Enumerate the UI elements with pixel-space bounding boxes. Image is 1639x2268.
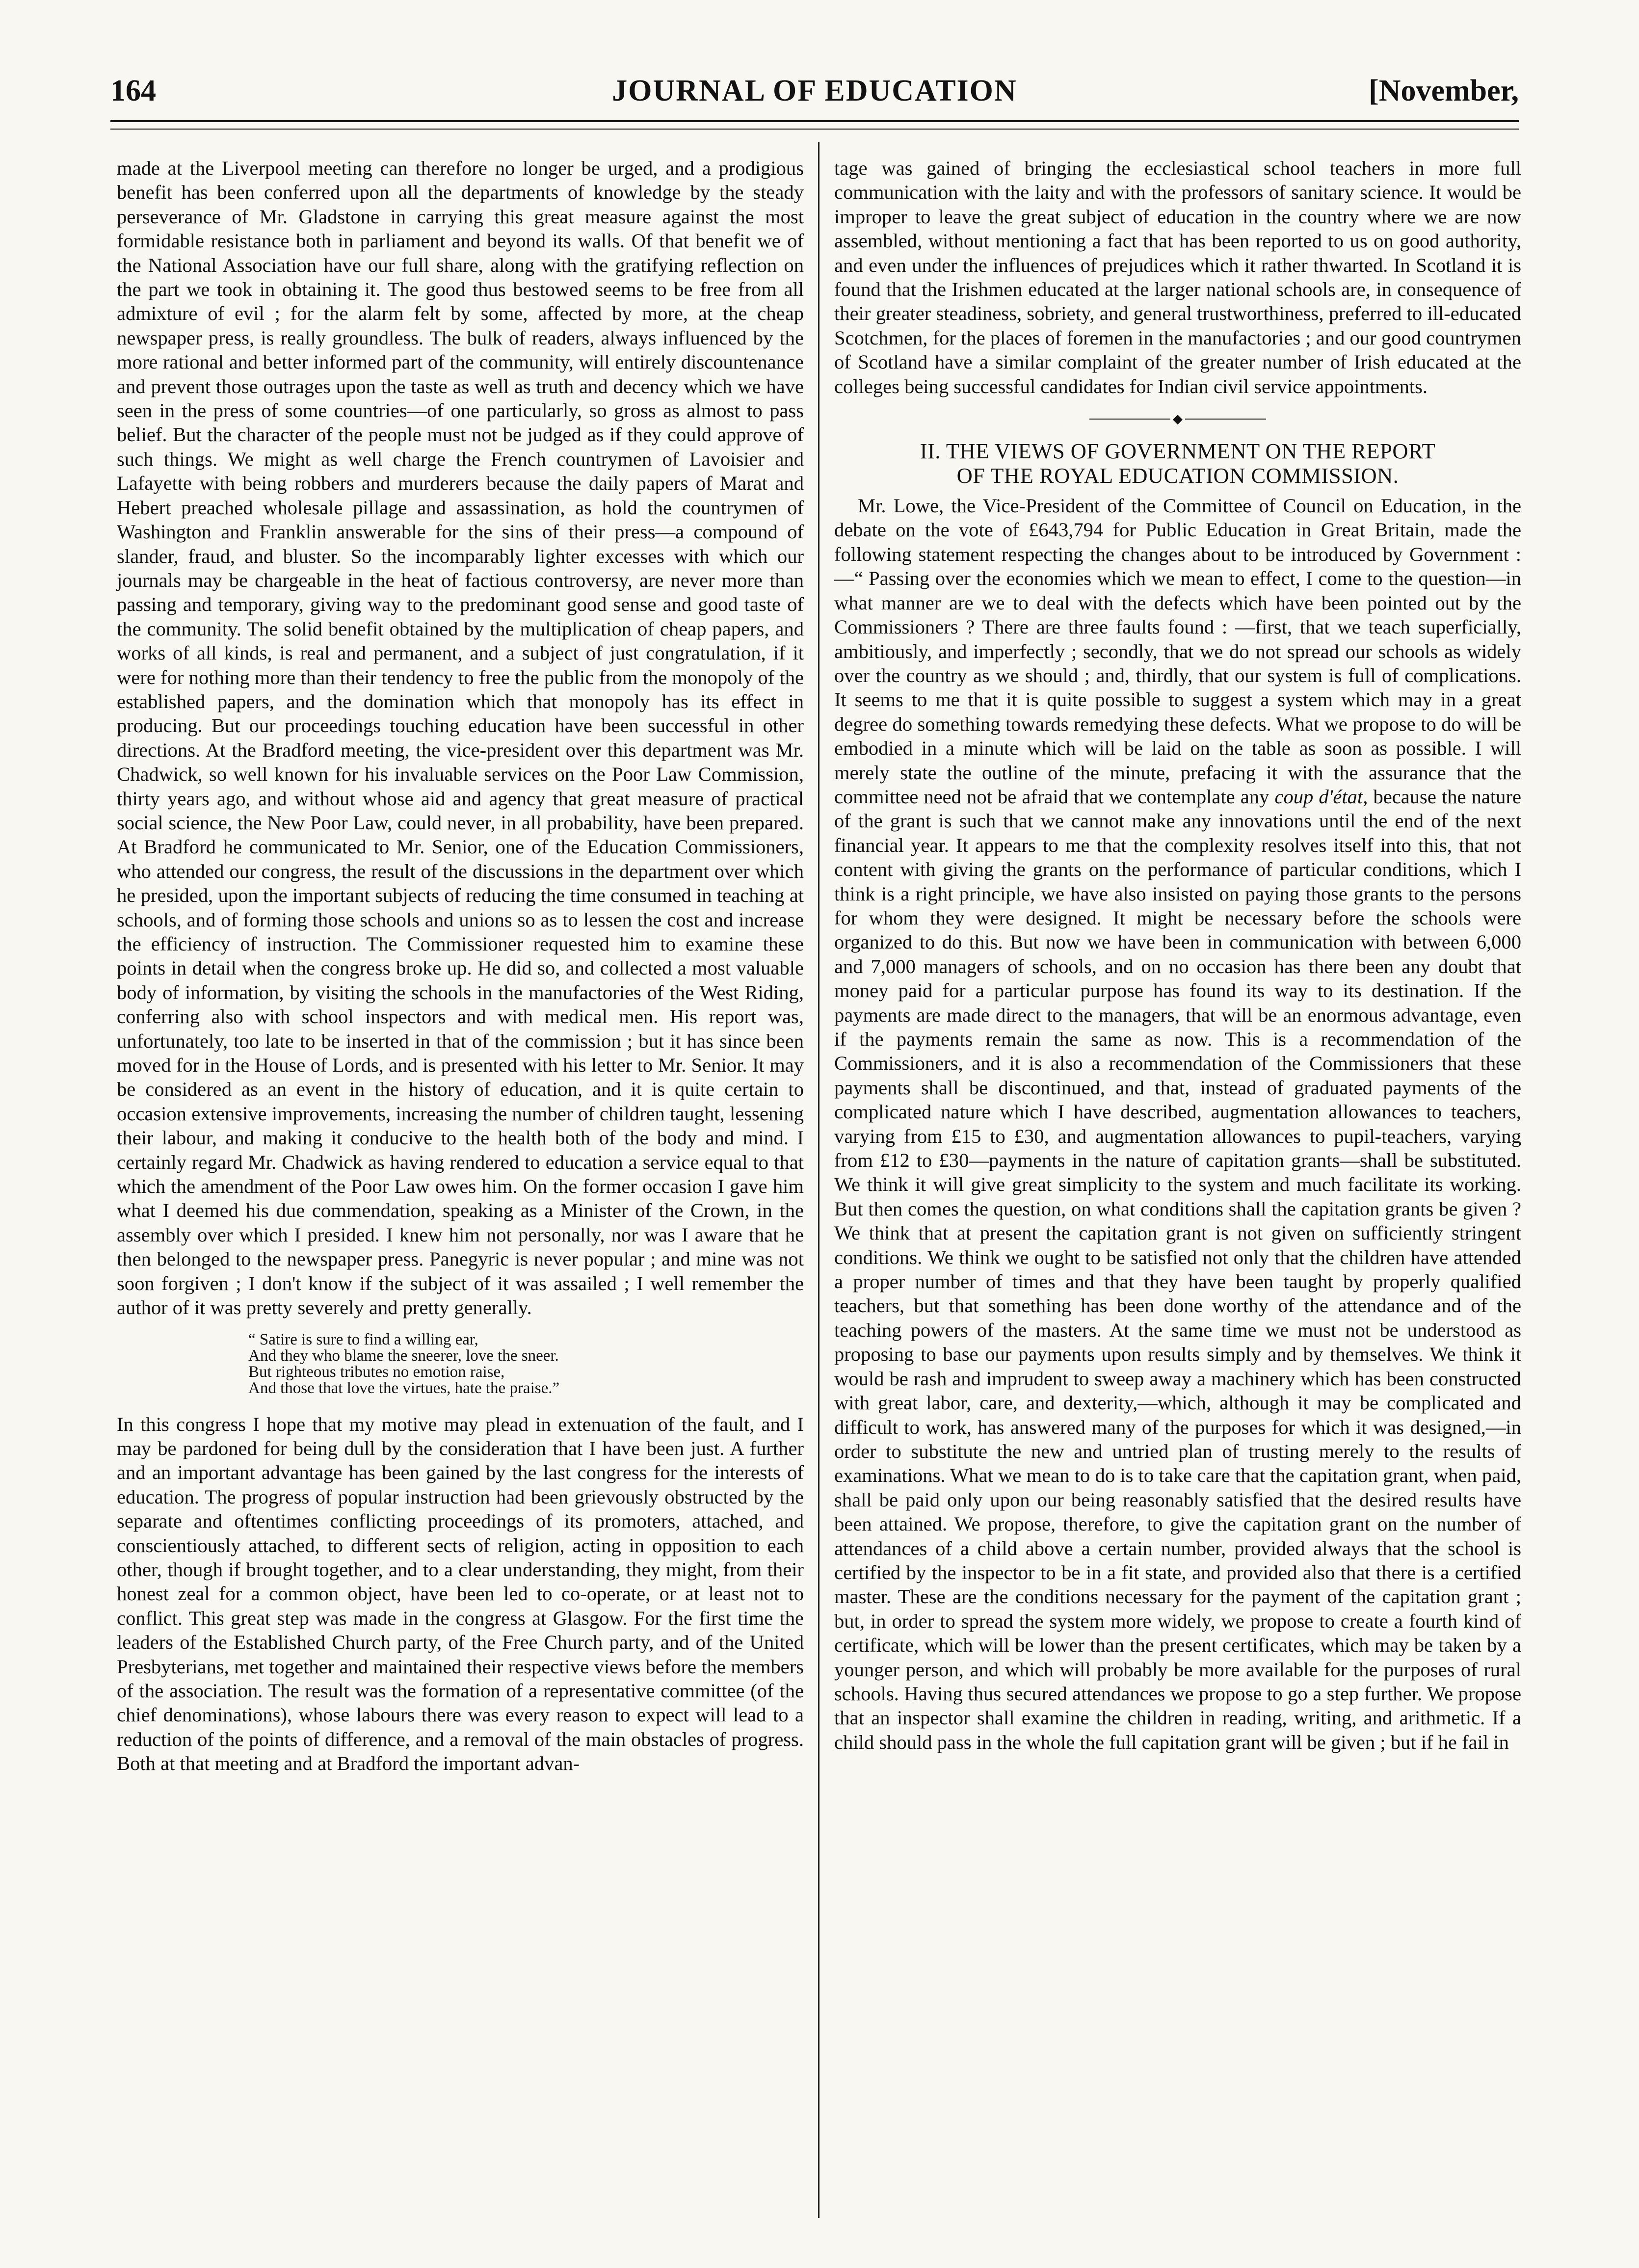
page-number: 164 bbox=[110, 74, 156, 107]
quoted-verse bbox=[248, 1332, 804, 1397]
page-header bbox=[110, 74, 1519, 118]
verse-line: “ Satire is sure to find a willing ear, bbox=[248, 1330, 478, 1348]
right-column bbox=[834, 156, 1521, 1754]
running-title: JOURNAL OF EDUCATION bbox=[612, 74, 1017, 107]
verse-line: But righteous tributes no emotion raise, bbox=[248, 1363, 505, 1381]
section-heading-line-1: II. THE VIEWS OF GOVERNMENT ON THE REPORT bbox=[920, 439, 1436, 464]
section-heading bbox=[834, 439, 1521, 488]
lowe-statement-part-2: , because the nature of the grant is such that we cannot make any innovations until the end of the next financial year. It appears to me that the complexity resolves itself into this, that not content with giving the grants on the performance of particular conditions, which I think is a right principle, we have also insisted on paying those grants to the persons for whom they were designed. It might be necessary before the schools were organized to do this. But now we have been in communication with between 6,000 and 7,000 managers of schools, and on no occasion has there been any doubt that money paid for a particular purpose has found its way to its destination. If the payments are made direct to the managers, that will be an enormous advantage, even if the payments remain the same as now. This is a recommendation of the Commissioners, and it is also a recommendation of the Commissioners that these payments shall be discontinued, and that, instead of graduated payments of the complicated nature which I have described, augmentation allowances to teachers, varying from £15 to £30, and augmentation allowances to pupil-teachers, varying from £12 to £30—payments in the nature of capitation grants—shall be substituted. We think it will give great simplicity to the system and much facilitate its working. But then comes the question, on what conditions shall the capitation grants be given ? We think that at present the capitation grant is not given on sufficiently stringent conditions. We think we ought to be satisfied not only that the children have attended a proper number of times and that they have been taught by properly qualified teachers, but that something has been done worthy of the attendance and of the teaching powers of the masters. At the same time we must not be understood as proposing to base our payments upon results simply and by themselves. We think it would be rash and imprudent to sweep away a machinery which has been constructed with great labor, care, and dexterity,—which, although it may be complicated and difficult to work, has answered many of the purposes for which it was designed,—in order to substitute the new and untried plan of trusting merely to the results of examinations. What we mean to do is to take care that the capitation grant, when paid, shall be paid only upon our being reasonably satisfied that the desired results have been attained. We propose, therefore, to give the capitation grant on the number of attendances of a child above a certain number, provided always that the school is certified by the inspector to be in a fit state, and provided also that there is a certified master. These are the conditions necessary for the payment of the capitation grant ; but, in order to spread the system more widely, we propose to create a fourth kind of certificate, which will be lower than the present certificates, which may be taken by a younger person, and which will probably be more available for the purposes of rural schools. Having thus secured attendances we propose to go a step further. We propose that an inspector shall examine the children in reading, writing, and arithmetic. If a child should pass in the whole the full capitation grant will be given ; but if he fail in bbox=[834, 785, 1521, 1753]
header-month: [November, bbox=[1369, 74, 1519, 107]
left-paragraph-1: made at the Liverpool meeting can therefore no longer be urged, and a prodigious benefit has been conferred upon all the departments of knowledge by the steady perseverance of Mr. Gladstone in carrying this great measure against the most formidable resistance both in parliament and beyond its walls. Of that benefit we of the National Association have our full share, along with the gratifying reflection on the part we took in obtaining it. The good thus bestowed seems to be free from all admixture of evil ; for the alarm felt by some, affected by more, at the cheap newspaper press, is really groundless. The bulk of readers, always influenced by the more rational and better informed part of the community, will entirely discountenance and prevent those outrages upon the taste as well as truth and decency which we have seen in the press of some countries—of one particularly, so gross as almost to pass belief. But the character of the people must not be judged as if they could approve of such things. We might as well charge the French countrymen of Lavoisier and Lafayette with being robbers and murderers because the daily papers of Marat and Hebert preached wholesale pillage and assassination, as hold the countrymen of Washington and Franklin answerable for the sins of their press—a compound of slander, fraud, and bluster. So the incomparably lighter excesses with which our journals may be chargeable in the heat of factious controversy, are never more than passing and temporary, giving way to the predominant good sense and good taste of the community. The solid benefit obtained by the multiplication of cheap papers, and works of all kinds, is real and permanent, and a subject of just congratulation, if it were for nothing more than their tendency to free the public from the monopoly of the established papers, and the domination which that monopoly has its effect in producing. But our proceedings touching education have been successful in other directions. At the Bradford meeting, the vice-president over this department was Mr. Chadwick, so well known for his invaluable services on the Poor Law Commission, thirty years ago, and without whose aid and agency that great measure of practical social science, the New Poor Law, could never, in all probability, have been prepared. At Bradford he communicated to Mr. Senior, one of the Education Commissioners, who attended our congress, the result of the discussions in the department over which he presided, upon the important subjects of reducing the time consumed in teaching at schools, and of forming those schools and unions so as to lessen the cost and increase the efficiency of instruction. The Commissioner requested him to examine these points in detail when the congress broke up. He did so, and collected a most valuable body of information, by visiting the schools in the manufactories of the West Riding, conferring also with school inspectors and with medical men. His report was, unfortunately, too late to be inserted in that of the commission ; but it has since been moved for in the House of Lords, and is presented with his letter to Mr. Senior. It may be considered as an event in the history of education, and it is quite certain to occasion extensive improvements, increasing the number of children taught, lessening their labour, and making it conducive to the health both of the body and mind. I certainly regard Mr. Chadwick as having rendered to education a service equal to that which the amendment of the Poor Law owes him. On the former occasion I gave him what I deemed his due commendation, speaking as a Minister of the Crown, in the assembly over which I presided. I knew him not personally, nor was I aware that he then belonged to the newspaper press. Panegyric is never popular ; and mine was not soon forgiven ; I don't know if the subject of it was assailed ; I well remember the author of it was pretty severely and pretty generally. bbox=[117, 157, 804, 1319]
verse-line: And those that love the virtues, hate the praise.” bbox=[248, 1379, 560, 1397]
column-divider bbox=[818, 142, 820, 2218]
section-ornament: ◆ bbox=[1089, 413, 1266, 425]
right-paragraph-1: tage was gained of bringing the ecclesiastical school teachers in more full communication with the laity and with the professors of sanitary science. It would be improper to leave the great subject of education in the country where we are now assembled, without mentioning a fact that has been reported to us on good authority, and even under the influences of prejudices which it rather thwarted. In Scotland it is found that the Irishmen educated at the larger national schools are, in consequence of their greater steadiness, sobriety, and general trustworthiness, preferred to ill-educated Scotchmen, for the places of foremen in the manufactories ; and our good countrymen of Scotland have a similar complaint of the greater number of Irish educated at the colleges being successful candidates for Indian civil service appointments. bbox=[834, 157, 1521, 397]
header-rule-thick bbox=[110, 120, 1519, 122]
left-paragraph-2: In this congress I hope that my motive may plead in extenuation of the fault, and I may be pardoned for being dull by the consideration that I have been just. A further and an important advantage has been gained by the last congress for the interests of education. The progress of popular instruction had been grievously obstructed by the separate and oftentimes conflicting proceedings of its promoters, attached, and conscientiously attached, to different sects of religion, acting in opposition to each other, though if brought together, and to a clear understanding, they might, from their honest zeal for a common object, have been led to co-operate, or at least not to conflict. This great step was made in the congress at Glasgow. For the first time the leaders of the Established Church party, of the Free Church party, and of the United Presbyterians, met together and maintained their respective views before the members of the association. The result was the formation of a representative committee (of the chief denominations), whose labours there was every reason to expect will lead to a reduction of the points of difference, and a removal of the main obstacles of progress. Both at that meeting and at Bradford the important advan- bbox=[117, 1413, 804, 1775]
lowe-statement-part-1: Mr. Lowe, the Vice-President of the Committee of Council on Education, in the debate on the vote of £643,794 for Public Education in Great Britain, made the following statement respecting the changes about to be introduced by Government :—“ Passing over the economies which we mean to effect, I come to the question—in what manner are we to deal with the defects which have been pointed out by the Commissioners ? There are three faults found : —first, that we teach superficially, ambitiously, and imperfectly ; secondly, that we do not spread our schools as widely over the country as we should ; and, thirdly, that our system is full of complications. It seems to me that it is quite possible to suggest a system which may in a great degree do something towards remedying these defects. What we propose to do will be embodied in a minute which will be laid on the table as soon as possible. I will merely state the outline of the minute, prefacing it with the assurance that the committee need not be afraid that we contemplate any bbox=[834, 495, 1521, 808]
header-rule-thin bbox=[110, 129, 1519, 130]
lowe-statement-italic: coup d'état bbox=[1274, 785, 1363, 808]
section-heading-line-2: OF THE ROYAL EDUCATION COMMISSION. bbox=[956, 463, 1399, 488]
verse-line: And they who blame the sneerer, love the sneer. bbox=[248, 1346, 559, 1365]
right-paragraph-2 bbox=[834, 494, 1521, 1754]
left-column bbox=[117, 156, 804, 1776]
